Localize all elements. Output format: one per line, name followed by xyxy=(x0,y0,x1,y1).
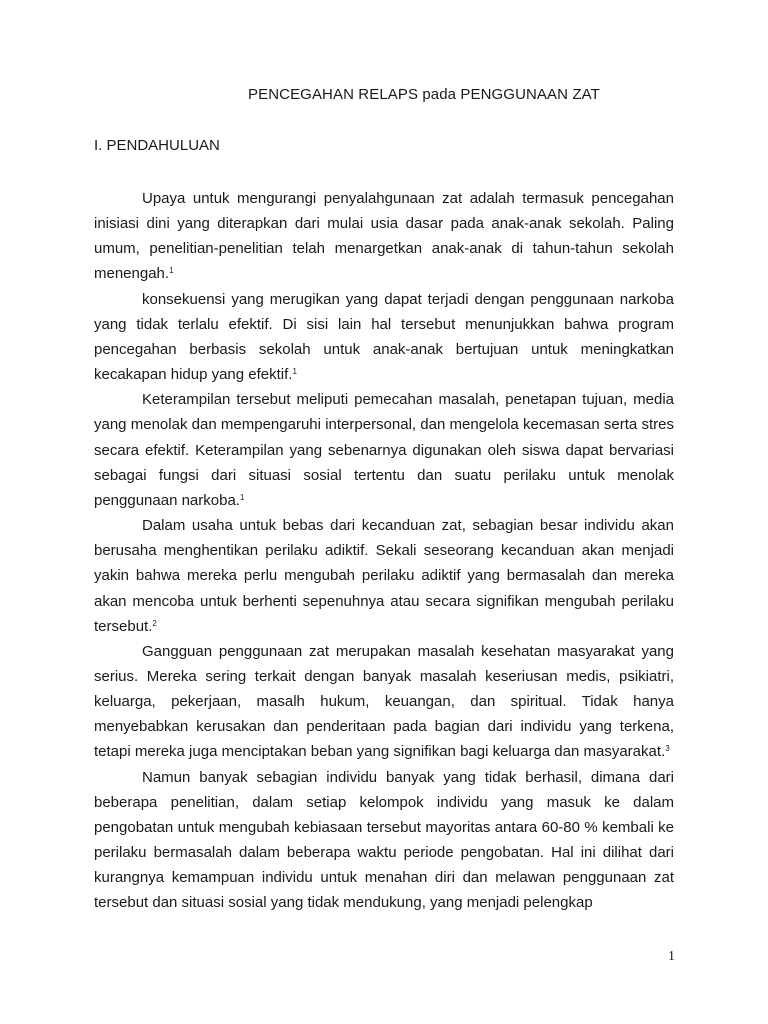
paragraph-text: Upaya untuk mengurangi penyalahgunaan zat adalah termasuk pencegahan inisiasi dini yang diterapkan dari mulai usia dasar pada anak-anak sekolah. Paling umum, penelitian-penelitian telah menargetkan anak-anak di tahun-tahun sekolah menengah. xyxy=(94,190,674,283)
paragraph-text: Namun banyak sebagian individu banyak yang tidak berhasil, dimana dari beberapa penelitian, dalam setiap kelompok individu yang masuk ke dalam pengobatan untuk mengubah kebiasaan tersebut mayoritas antara 60-80 % kembali ke perilaku bermasalah dalam beberapa waktu periode pengobatan. Hal ini dilihat dari kurangnya kemampuan individu untuk menahan diri dan melawan penggunaan zat tersebut dan situasi sosial yang tidak mendukung, yang menjadi pelengkap xyxy=(94,768,674,912)
footnote-marker: 1 xyxy=(292,367,297,377)
paragraph xyxy=(94,639,674,765)
footnote-marker: 1 xyxy=(169,266,174,276)
paragraph-text: konsekuensi yang merugikan yang dapat terjadi dengan penggunaan narkoba yang tidak terlalu efektif. Di sisi lain hal tersebut menunjukkan bahwa program pencegahan berbasis sekolah untuk anak-anak bertujuan untuk meningkatkan kecakapan hidup yang efektif. xyxy=(94,290,674,384)
body-text xyxy=(94,186,674,916)
paragraph xyxy=(94,513,674,639)
section-heading: I. PENDAHULUAN xyxy=(94,137,220,154)
paragraph xyxy=(94,186,674,287)
paragraph-text: Keterampilan tersebut meliputi pemecahan masalah, penetapan tujuan, media yang menolak dan mempengaruhi interpersonal, dan mengelola kecemasan serta stres secara efektif. Keterampilan yang sebenarnya digunakan oleh siswa dapat bervariasi sebagai fungsi dari situasi sosial tertentu dan suatu perilaku untuk menolak penggunaan narkoba. xyxy=(94,391,674,509)
page-number: 1 xyxy=(668,949,675,964)
paragraph xyxy=(94,387,674,513)
paragraph-text: Gangguan penggunaan zat merupakan masalah kesehatan masyarakat yang serius. Mereka sering terkait dengan banyak masalah keseriusan medis, psikiatri, keluarga, pekerjaan, masalh hukum, keuangan, dan spiritual. Tidak hanya menyebabkan kerusakan dan penderitaan pada bagian dari individu yang terkena, tetapi mereka juga menciptakan beban yang signifikan bagi keluarga dan masyarakat. xyxy=(94,642,674,761)
document-title: PENCEGAHAN RELAPS pada PENGGUNAAN ZAT xyxy=(248,86,600,103)
footnote-marker: 3 xyxy=(665,744,670,754)
paragraph-text: Dalam usaha untuk bebas dari kecanduan zat, sebagian besar individu akan berusaha menghentikan perilaku adiktif. Sekali seseorang kecanduan akan menjadi yakin bahwa mereka perlu mengubah perilaku adiktif yang bermasalah dan mereka akan mencoba untuk berhenti sepenuhnya atau secara signifikan mengubah perilaku tersebut. xyxy=(94,517,674,635)
footnote-marker: 1 xyxy=(239,492,245,502)
paragraph xyxy=(94,287,674,388)
footnote-marker: 2 xyxy=(152,618,157,628)
paragraph xyxy=(94,765,674,916)
